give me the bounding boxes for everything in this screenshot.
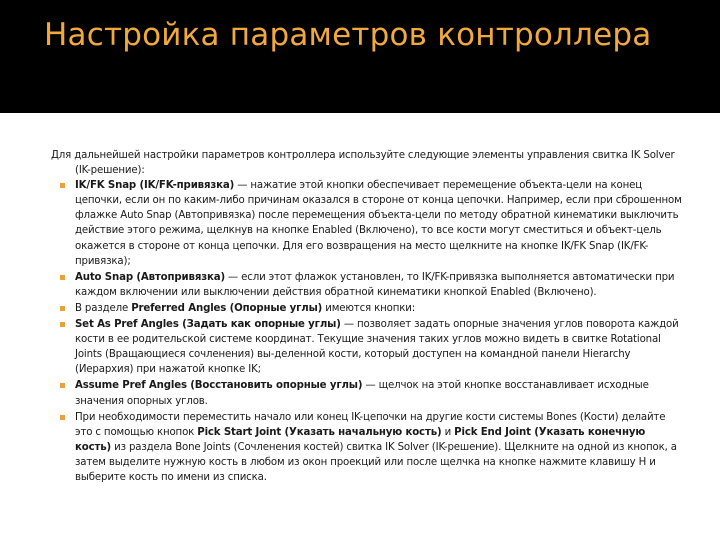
bullet-list — [51, 178, 683, 485]
item-prefix: При необходимости переместить начало или конец IK-цепочки на другие кости системы Bones (Кости) делайте это с помощью кнопок — [75, 411, 666, 438]
bullet-icon — [60, 322, 65, 327]
item-connector: и — [441, 426, 455, 438]
slide-body — [51, 148, 683, 486]
title-bar — [0, 0, 720, 113]
term-preferred-angles: Preferred Angles (Опорные углы) — [131, 302, 323, 314]
list-item — [51, 301, 683, 316]
item-text: — нажатие этой кнопки обеспечивает перемещение объекта-цели на конец цепочки, если он по каким-либо причинам оказался в стороне от конца цепочки. Например, если при сброшенном флажке Auto Snap (Автопривязка) после перемещения объекта-цели по методу обратной кинематики выключить действие этого режима, щелкнув на кнопке Enabled (Включено), то все кости могут сместиться и объект-цель окажется в стороне от конца цепочки. Для его возвращения на место щелкните на кнопке IK/FK Snap (IK/FK-привязка); — [75, 180, 682, 267]
bullet-icon — [60, 183, 65, 188]
item-text: — если этот флажок установлен, то IK/FK-привязка выполняется автоматически при каждом включении или выключении действия обратной кинематики кнопкой Enabled (Включено). — [75, 271, 675, 298]
item-text: — щелчок на этой кнопке восстанавливает исходные значения опорных углов. — [75, 380, 649, 407]
slide-title: Настройка параметров контроллера — [44, 17, 652, 53]
item-prefix: В разделе — [75, 302, 132, 314]
list-item — [51, 378, 683, 408]
list-item — [51, 178, 683, 269]
intro-paragraph: Для дальнейшей настройки параметров контроллера используйте следующие элементы управления свитка IK Solver (IK-решение): — [51, 150, 675, 177]
term-set-as-pref-angles: Set As Pref Angles (Задать как опорные углы) — [75, 319, 341, 331]
list-item — [51, 317, 683, 377]
term-assume-pref-angles: Assume Pref Angles (Восстановить опорные углы) — [75, 380, 363, 392]
list-item — [51, 410, 683, 485]
bullet-icon — [60, 415, 65, 420]
bullet-icon — [60, 275, 65, 280]
bullet-icon — [60, 383, 65, 388]
term-auto-snap: Auto Snap (Автопривязка) — [75, 271, 225, 283]
term-pick-start-joint: Pick Start Joint (Указать начальную кость) — [197, 426, 442, 438]
list-item — [51, 270, 683, 300]
bullet-icon — [60, 306, 65, 311]
term-pick-end-joint: Pick End Joint (Указать конечную кость) — [75, 426, 646, 453]
item-text: имеются кнопки: — [322, 302, 415, 314]
term-ik-fk-snap: IK/FK Snap (IK/FK-привязка) — [75, 180, 235, 192]
item-text: из раздела Bone Joints (Сочленения костей) свитка IK Solver (IK-решение). Щелкните на одной из кнопок, а затем выделите нужную кость в любом из окон проекций или после щелчка на кнопке нажмите клавишу H и выберите кость по имени из списка. — [75, 441, 677, 483]
item-text: — позволяет задать опорные значения углов поворота каждой кости в ее родительской системе координат. Текущие значения таких углов можно видеть в свитке Rotational Joints (Вращающиеся сочленения) вы-деленной кости, который доступен на командной панели Hierarchy (Иерархия) при нажатой кнопке IK; — [75, 319, 679, 376]
